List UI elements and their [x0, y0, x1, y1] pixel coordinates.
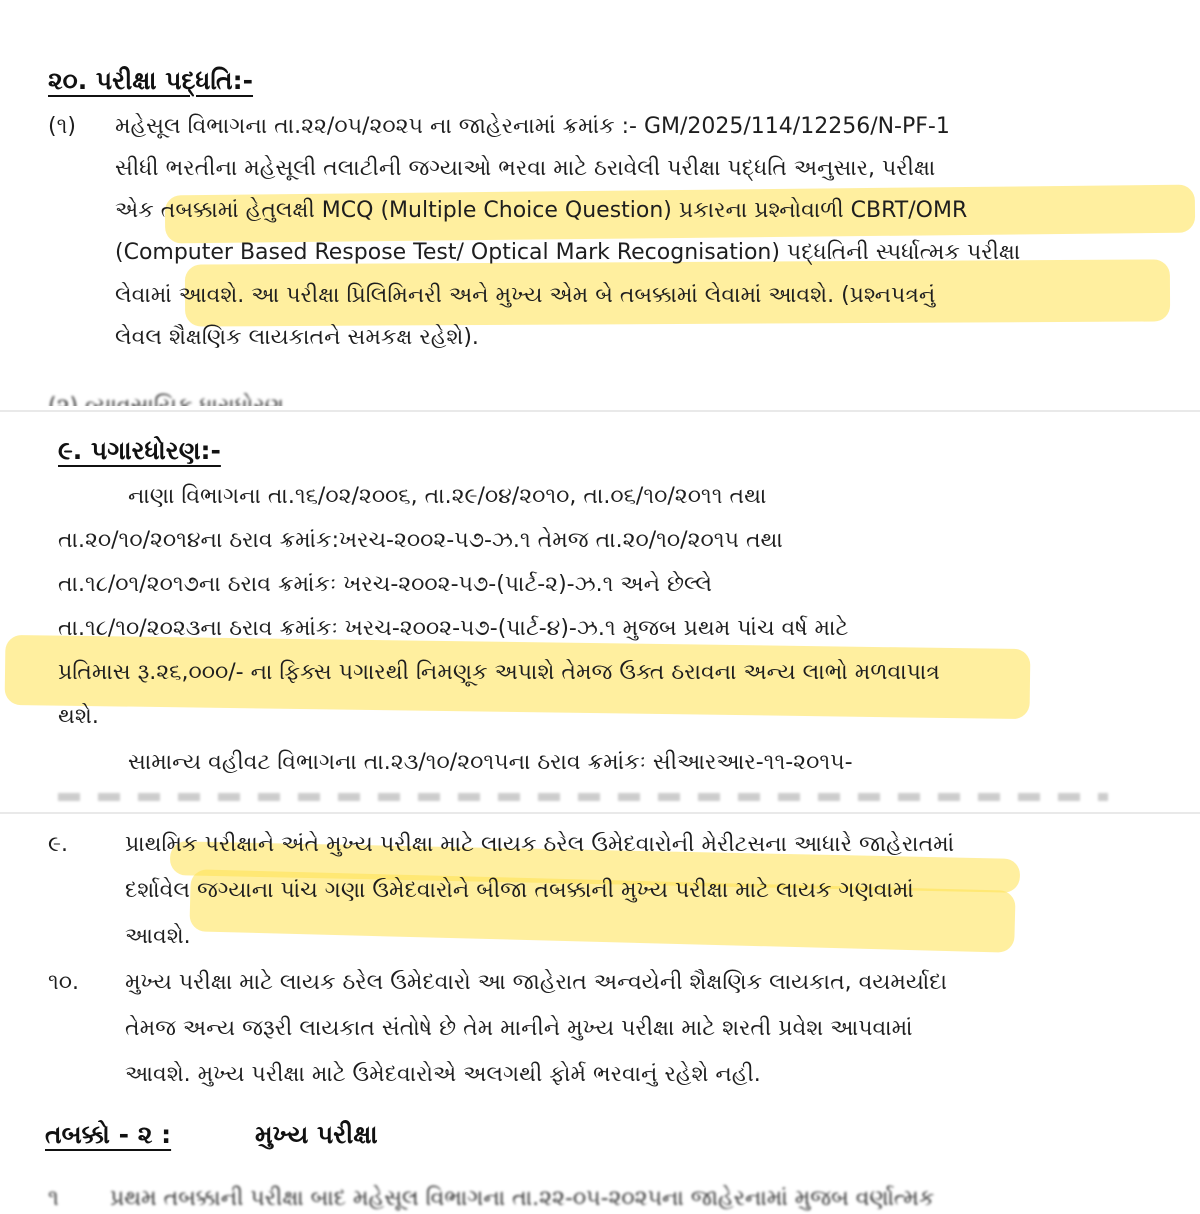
cut-off-line: પ્રથમ તબક્કાની પરીક્ષા બાદ મહેસૂલ વિભાગના તા.૨૨-૦૫-૨૦૨૫ના જાહેરનામાં મુજબ વર્ણાત્મક: [110, 1186, 935, 1211]
paragraph-line: દર્શાવેલ જગ્યાના પાંચ ગણા ઉમેદવારોને બીજા તબક્કાની મુખ્ય પરીક્ષા માટે લાયક ગણવામાં: [125, 878, 914, 903]
paragraph-line: મહેસૂલ વિભાગના તા.૨૨/૦૫/૨૦૨૫ ના જાહેરનામાં ક્રમાંક :- GM/2025/114/12256/N-PF-1: [115, 114, 950, 139]
crop-seam: [0, 410, 1200, 412]
stage-heading-label: તબક્કો - ૨ :: [45, 1120, 172, 1149]
cut-off-text-fragment: [58, 793, 1108, 801]
paragraph-line: (Computer Based Respose Test/ Optical Mark Recognisation) પદ્ધતિની સ્પર્ધાત્મક પરીક્ષા: [115, 240, 1021, 265]
section-heading-pay-scale: ૯. પગારધોરણ:-: [58, 436, 221, 465]
paragraph-line: આવશે. મુખ્ય પરીક્ષા માટે ઉમેદવારોએ અલગથી ફોર્મ ભરવાનું રહેશે નહી.: [125, 1062, 761, 1087]
paragraph-line: પ્રતિમાસ રૂ.૨૬,૦૦૦/- ના ફિક્સ પગારથી નિમણૂક અપાશે તેમજ ઉક્ત ઠરાવના અન્ય લાભો મળવાપાત્ર: [58, 660, 940, 685]
item-number: ૧: [48, 1186, 59, 1211]
crop-gap: [0, 406, 1200, 422]
paragraph-line: સીધી ભરતીના મહેસૂલી તલાટીની જગ્યાઓ ભરવા માટે ઠરાવેલી પરીક્ષા પદ્ધતિ અનુસાર, પરીક્ષા: [115, 156, 936, 181]
paragraph-line: એક તબક્કામાં હેતુલક્ષી MCQ (Multiple Choice Question) પ્રકારના પ્રશ્નોવાળી CBRT/OMR: [115, 198, 968, 223]
stage-heading-title: મુખ્ય પરીક્ષા: [255, 1120, 378, 1149]
paragraph-line: થશે.: [58, 704, 99, 729]
item-number: (૧): [48, 114, 76, 139]
crop-seam: [0, 812, 1200, 814]
paragraph-line: લેવલ શૈક્ષણિક લાયકાતને સમકક્ષ રહેશે).: [115, 325, 479, 350]
paragraph-line: આવશે.: [125, 924, 191, 949]
paragraph-line: તા.૧૮/૦૧/૨૦૧૭ના ઠરાવ ક્રમાંકઃ ખરચ-૨૦૦૨-૫૭-(પાર્ટ-૨)-ઝ.૧ અને છેલ્લે: [58, 572, 713, 597]
paragraph-line: મુખ્ય પરીક્ષા માટે લાયક ઠરેલ ઉમેદવારો આ જાહેરાત અન્વયેની શૈક્ષણિક લાયકાત, વયમર્યાદા: [125, 970, 947, 995]
paragraph-line: તા.૧૮/૧૦/૨૦૨૩ના ઠરાવ ક્રમાંકઃ ખરચ-૨૦૦૨-૫૭-(પાર્ટ-૪)-ઝ.૧ મુજબ પ્રથમ પાંચ વર્ષ માટે: [58, 616, 849, 641]
paragraph-line: સામાન્ય વહીવટ વિભાગના તા.૨૩/૧૦/૨૦૧૫ના ઠરાવ ક્રમાંકઃ સીઆરઆર-૧૧-૨૦૧૫-: [128, 750, 853, 775]
section-heading-exam-method: ૨૦. પરીક્ષા પદ્ધતિ:-: [48, 66, 254, 95]
item-number: ૯.: [48, 832, 69, 857]
item-number: ૧૦.: [48, 970, 80, 995]
paragraph-line: નાણા વિભાગના તા.૧૬/૦૨/૨૦૦૬, તા.૨૯/૦૪/૨૦૧૦, તા.૦૬/૧૦/૨૦૧૧ તથા: [128, 484, 767, 509]
paragraph-line: પ્રાથમિક પરીક્ષાને અંતે મુખ્ય પરીક્ષા માટે લાયક ઠરેલ ઉમેદવારોની મેરીટસના આધારે જાહેરાતમાં: [125, 832, 955, 857]
paragraph-line: તા.૨૦/૧૦/૨૦૧૪ના ઠરાવ ક્રમાંક:ખરચ-૨૦૦૨-૫૭-ઝ.૧ તેમજ તા.૨૦/૧૦/૨૦૧૫ તથા: [58, 528, 783, 553]
paragraph-line: તેમજ અન્ય જરૂરી લાયકાત સંતોષે છે તેમ માનીને મુખ્ય પરીક્ષા માટે શરતી પ્રવેશ આપવામાં: [125, 1016, 913, 1041]
paragraph-line: લેવામાં આવશે. આ પરીક્ષા પ્રિલિમિનરી અને મુખ્ય એમ બે તબક્કામાં લેવામાં આવશે. (પ્રશ્નપત્રનું: [115, 283, 936, 308]
